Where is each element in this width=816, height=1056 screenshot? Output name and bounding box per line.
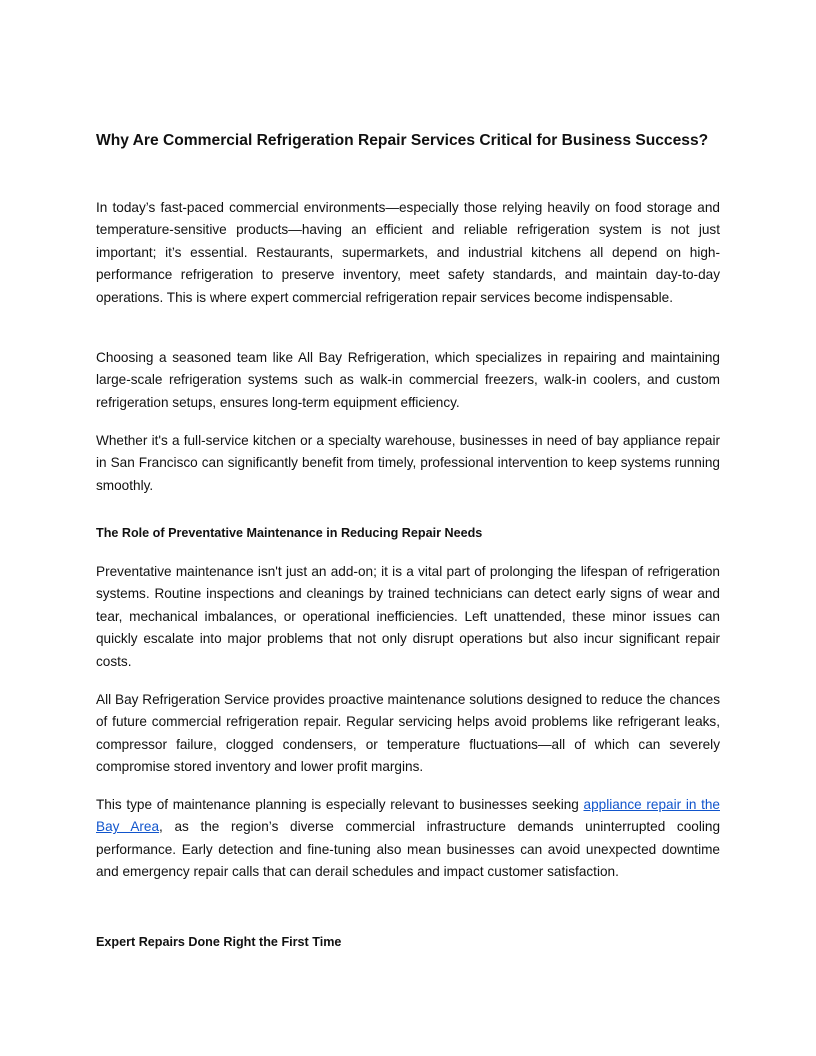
section1-paragraph-3 <box>96 794 720 884</box>
intro-paragraph-2: Choosing a seasoned team like All Bay Refrigeration, which specializes in repairing and maintaining large-scale refrigeration systems such as walk-in commercial freezers, walk-in coolers, and custom refrigeration setups, ensures long-term equipment efficiency. <box>96 350 720 410</box>
document-title: Why Are Commercial Refrigeration Repair Services Critical for Business Success? <box>96 132 709 149</box>
section1-paragraph-2: All Bay Refrigeration Service provides proactive maintenance solutions designed to reduce the chances of future commercial refrigeration repair. Regular servicing helps avoid problems like refrigerant leaks, compressor failure, clogged condensers, or temperature fluctuations—all of which can severely compromise stored inventory and lower profit margins. <box>96 692 720 775</box>
intro-paragraph-1: In today’s fast-paced commercial environments—especially those relying heavily on food storage and temperature-sensitive products—having an efficient and reliable refrigeration system is not just important; it’s essential. Restaurants, supermarkets, and industrial kitchens all depend on high-performance refrigeration to preserve inventory, meet safety standards, and maintain day-to-day operations. This is where expert commercial refrigeration repair services become indispensable. <box>96 200 720 305</box>
link-trailing-text: , as the region’s diverse commercial infrastructure demands uninterrupted cooling performance. Early detection and fine-tuning also mean businesses can avoid unexpected downtime and emergency repair calls that can derail schedules and impact customer satisfaction. <box>96 819 721 880</box>
section-heading-expert-repairs: Expert Repairs Done Right the First Time <box>96 935 342 949</box>
appliance-repair-bay-area-link[interactable]: appliance repair in the Bay Area <box>96 797 720 835</box>
link-lead-text: This type of maintenance planning is especially relevant to businesses seeking <box>96 797 584 812</box>
intro-paragraph-3: Whether it's a full-service kitchen or a specialty warehouse, businesses in need of bay appliance repair in San Francisco can significantly benefit from timely, professional intervention to keep systems running smoothly. <box>96 433 720 493</box>
section-heading-preventative-maintenance: The Role of Preventative Maintenance in Reducing Repair Needs <box>96 526 483 540</box>
section1-paragraph-1: Preventative maintenance isn't just an add-on; it is a vital part of prolonging the lifespan of refrigeration systems. Routine inspections and cleanings by trained technicians can detect early signs of wear and tear, mechanical imbalances, or operational inefficiencies. Left unattended, these minor issues can quickly escalate into major problems that not only disrupt operations but also incur significant repair costs. <box>96 564 720 669</box>
